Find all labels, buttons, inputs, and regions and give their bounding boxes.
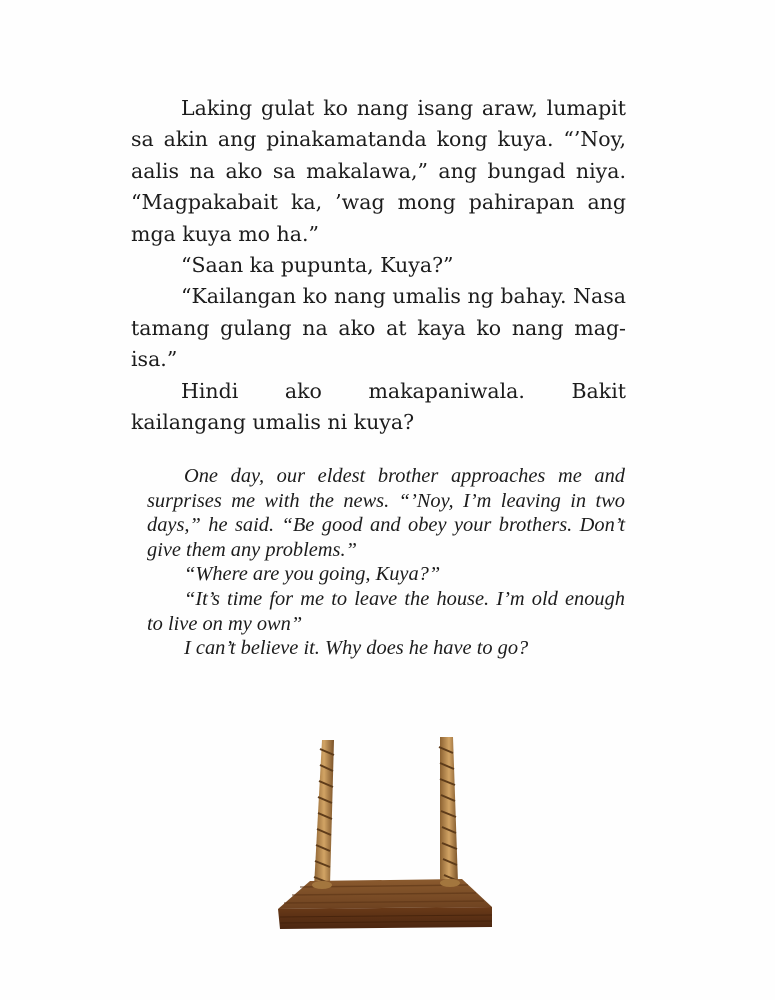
tagalog-text-block xyxy=(131,93,626,438)
english-paragraph-1: One day, our eldest brother approaches me and surprises me with the news. “’Noy, I’m leaving in two days,” he said. “Be good and obey your brothers. Don’t give them any problems.” xyxy=(147,465,625,561)
left-rope xyxy=(314,740,334,887)
wooden-swing-illustration xyxy=(270,735,500,935)
tagalog-paragraph-1: Laking gulat ko nang isang araw, lumapit sa akin ang pinakamatanda kong kuya. “’Noy, aalis na ako sa makalawa,” ang bungad niya. “Magpakabait ka, ’wag mong pahirapan ang mga kuya mo ha.” xyxy=(131,96,626,246)
english-paragraph-4: I can’t believe it. Why does he have to go? xyxy=(184,637,529,660)
right-rope xyxy=(439,737,458,885)
tagalog-paragraph-2: “Saan ka pupunta, Kuya?” xyxy=(181,253,454,278)
english-paragraph-3: “It’s time for me to leave the house. I’m old enough to live on my own” xyxy=(147,587,625,635)
swing-seat-front xyxy=(278,907,492,929)
english-translation-block xyxy=(147,464,625,661)
tagalog-paragraph-3: “Kailangan ko nang umalis ng bahay. Nasa tamang gulang na ako at kaya ko nang mag-isa.” xyxy=(131,284,626,372)
english-paragraph-2: “Where are you going, Kuya?” xyxy=(184,563,441,586)
tagalog-paragraph-4: Hindi ako makapaniwala. Bakit kailangang umalis ni kuya? xyxy=(131,378,626,435)
